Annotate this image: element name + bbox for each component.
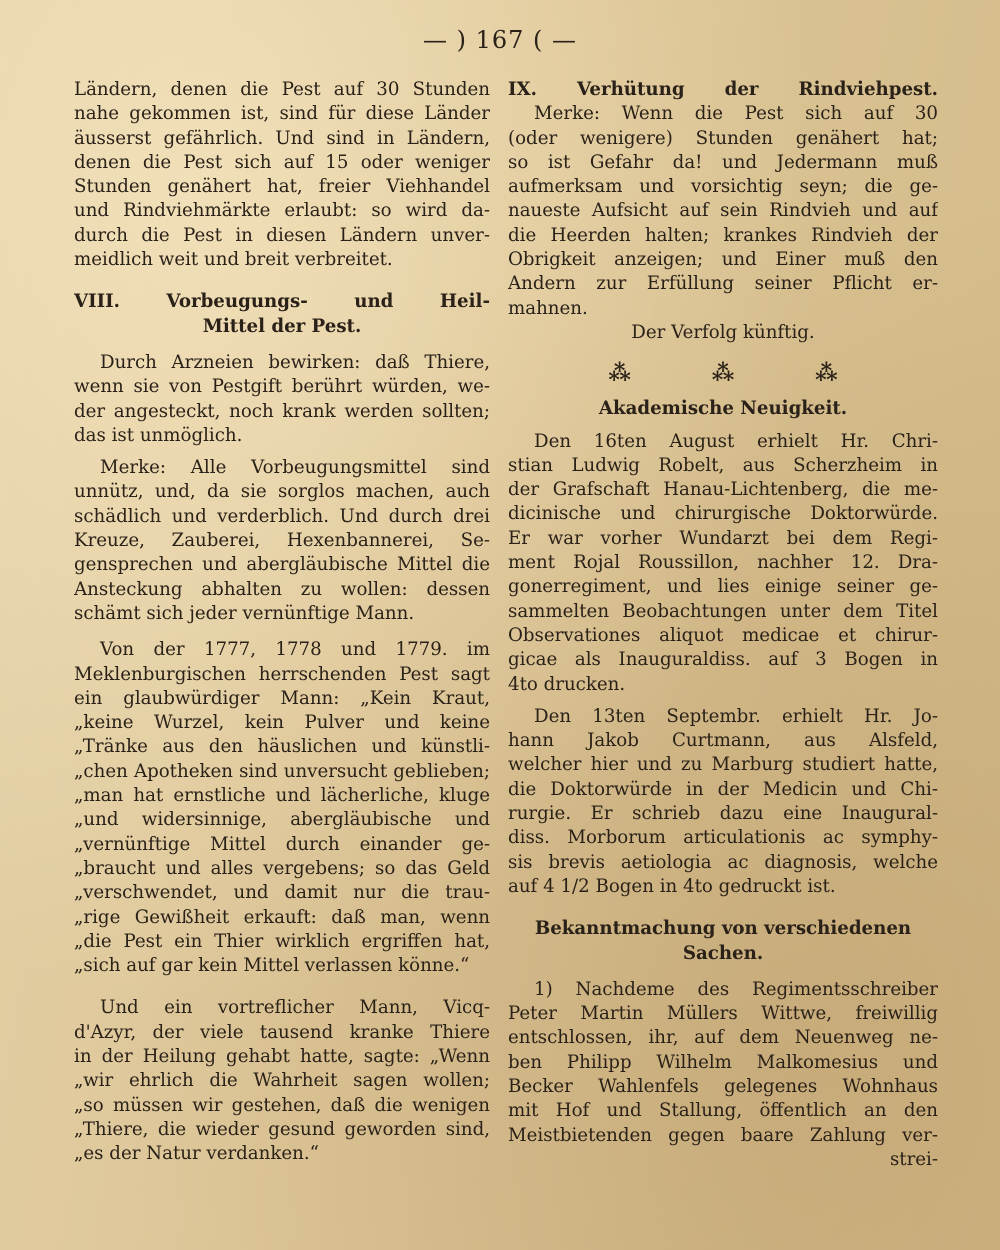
text-line: aufmerksam und vorsichtig seyn; die ge- [508,176,938,198]
text-line: Kreuze, Zauberei, Hexenbannerei, Se- [74,530,490,552]
text-line: sis brevis aetiologia ac diagnosis, welche [508,851,938,873]
text-line: d'Azyr, der viele tausend kranke Thiere [74,1021,490,1043]
spacer [74,978,490,996]
text-line: Merke: Alle Vorbeugungsmittel sind [100,457,490,479]
text-line: das ist unmöglich. [74,424,243,446]
text-line: 1) Nachdeme des Regimentsschreiber [534,978,938,1000]
text-line: welcher hier und zu Marburg studiert hatte, [508,754,938,776]
text-line: „Thiere, die wieder gesund geworden sind, [74,1118,490,1140]
text-line: Ansteckung abhalten zu wollen: dessen [74,578,490,600]
text-line: Er war vorher Wundarzt bei dem Regi- [508,527,938,549]
text-line: „man hat ernstliche und lächerliche, kluge [74,785,490,807]
text-line: durch die Pest in diesen Ländern unver- [74,224,490,246]
text-line: die Heerden halten; krankes Rindvieh der [508,224,938,246]
text-line: Den 13ten Septembr. erhielt Hr. Jo- [534,705,938,727]
text-line: schämt sich jeder vernünftige Mann. [74,602,415,624]
text-line: mahnen. [508,297,588,319]
spacer [508,966,938,978]
spacer [74,339,490,351]
section-heading: IX. Verhütung der Rindviehpest. [508,79,938,100]
asterism-icon: ⁂ [711,360,735,387]
page-number-header: — ) 167 ( — [422,26,578,54]
text-line: „wir ehrlich die Wahrheit sagen wollen; [74,1070,490,1092]
spacer [508,345,938,353]
right-column [508,78,938,1172]
text-line: so ist Gefahr da! und Jedermann muß [508,151,938,173]
spacer [508,422,938,430]
text-line: Observationes aliquot medicae et chirur- [508,624,938,646]
text-line: der Grafschaft Hanau-Lichtenberg, die me- [508,479,938,501]
text-line: ben Philipp Wilhelm Malkomesius und [508,1051,938,1073]
text-line: „rige Gewißheit erkauft: daß man, wenn [74,906,490,928]
text-line: mit Hof und Stallung, öffentlich an den [508,1100,938,1122]
text-line: Obrigkeit anzeigen; und Einer muß den [508,249,938,271]
text-line: „so müssen wir gestehen, daß die wenigen [74,1094,490,1116]
spacer [74,448,490,456]
text-line: Und ein vortreflicher Mann, Vicq- [100,997,490,1019]
text-line: äusserst gefährlich. Und sind in Ländern, [74,127,490,149]
text-line: stian Ludwig Robelt, aus Scherzheim in [508,454,938,476]
text-line: Der Verfolg künftig. [631,321,815,343]
text-line: „die Pest ein Thier wirklich ergriffen hat, [74,930,490,952]
spacer [508,389,938,397]
text-line: Ländern, denen die Pest auf 30 Stunden [74,79,490,100]
section-heading: Sachen. [682,942,764,964]
text-line: entschlossen, ihr, auf dem Neuenweg ne- [508,1027,938,1049]
text-line: gensprechen und abergläubische Mittel die [74,554,490,576]
text-line: 4to drucken. [508,673,626,695]
text-line: nahe gekommen ist, sind für diese Länder [74,103,490,125]
spacer [74,626,490,638]
spacer [74,272,490,290]
text-line: strei- [889,1148,938,1170]
asterism-icon: ⁂ [608,360,631,387]
left-column [74,78,490,1166]
text-line: „es der Natur verdanken.“ [74,1143,319,1165]
text-line: wenn sie von Pestgift berührt würden, we- [74,376,490,398]
text-line: denen die Pest sich auf 15 oder weniger [74,151,490,173]
text-line: Stunden genähert hat, freier Viehhandel [74,176,490,198]
text-line: gicae als Inauguraldiss. auf 3 Bogen in [508,649,938,671]
text-line: Von der 1777, 1778 und 1779. im [100,639,490,661]
text-line: „und widersinnige, abergläubische und [74,809,490,831]
text-line: „verschwendet, und damit nur die trau- [74,882,490,904]
text-line: rurgie. Er schrieb dazu eine Inaugural- [508,803,938,825]
section-heading: Mittel der Pest. [202,315,362,337]
text-line: „Tränke aus den häuslichen und künstli- [74,736,490,758]
text-line: unnütz, und, da sie sorglos machen, auch [74,481,490,503]
text-line: Peter Martin Müllers Wittwe, freiwillig [508,1003,938,1025]
text-line: Meklenburgischen herrschenden Pest sagt [74,663,490,685]
text-line: „sich auf gar kein Mittel verlassen könne.“ [74,955,470,977]
text-line: auf 4 1/2 Bogen in 4to gedruckt ist. [508,875,836,897]
section-heading: Bekanntmachung von verschiedenen [534,918,912,940]
text-line: der angesteckt, noch krank werden sollten; [74,400,490,422]
spacer [508,697,938,705]
spacer [508,899,938,917]
text-line: dicinische und chirurgische Doktorwürde. [508,503,938,525]
section-heading: VIII. Vorbeugungs- und Heil- [74,291,490,313]
text-line: die Doktorwürde in der Medicin und Chi- [508,778,938,800]
text-line: „vernünftige Mittel durch einander ge- [74,833,490,855]
asterism-icon: ⁂ [815,360,838,387]
text-line: Den 16ten August erhielt Hr. Chri- [534,430,938,452]
text-line: diss. Morborum articulationis ac symphy- [508,827,938,849]
text-line: (oder wenigere) Stunden genähert hat; [508,127,938,149]
text-line: in der Heilung gehabt hatte, sagte: „Wenn [74,1045,490,1067]
text-line: Merke: Wenn die Pest sich auf 30 [534,103,938,125]
text-line: „chen Apotheken sind unversucht geblieben; [74,760,490,782]
text-line: „braucht und alles vergebens; so das Geld [74,857,490,879]
text-line: ment Rojal Roussillon, nachher 12. Dra- [508,552,938,574]
text-line: Durch Arzneien bewirken: daß Thiere, [100,351,490,373]
text-line: Meistbietenden gegen baare Zahlung ver- [508,1124,938,1146]
text-line: meidlich weit und breit verbreitet. [74,249,393,271]
asterism-separator [508,353,938,389]
text-line: Becker Wahlenfels gelegenes Wohnhaus [508,1075,938,1097]
text-line: sammelten Beobachtungen unter dem Titel [508,600,938,622]
section-heading: Akademische Neuigkeit. [598,398,848,420]
text-line: naueste Aufsicht auf sein Rindvieh und auf [508,200,938,222]
text-line: gonerregiment, und lies einige seiner ge- [508,576,938,598]
text-line: Andern zur Erfüllung seiner Pflicht er- [508,273,938,295]
text-line: ein glaubwürdiger Mann: „Kein Kraut, [74,687,490,709]
text-line: hann Jakob Curtmann, aus Alsfeld, [508,730,938,752]
text-line: „keine Wurzel, kein Pulver und keine [74,712,490,734]
text-line: und Rindviehmärkte erlaubt: so wird da- [74,200,490,222]
text-line: schädlich und verderblich. Und durch drei [74,505,490,527]
